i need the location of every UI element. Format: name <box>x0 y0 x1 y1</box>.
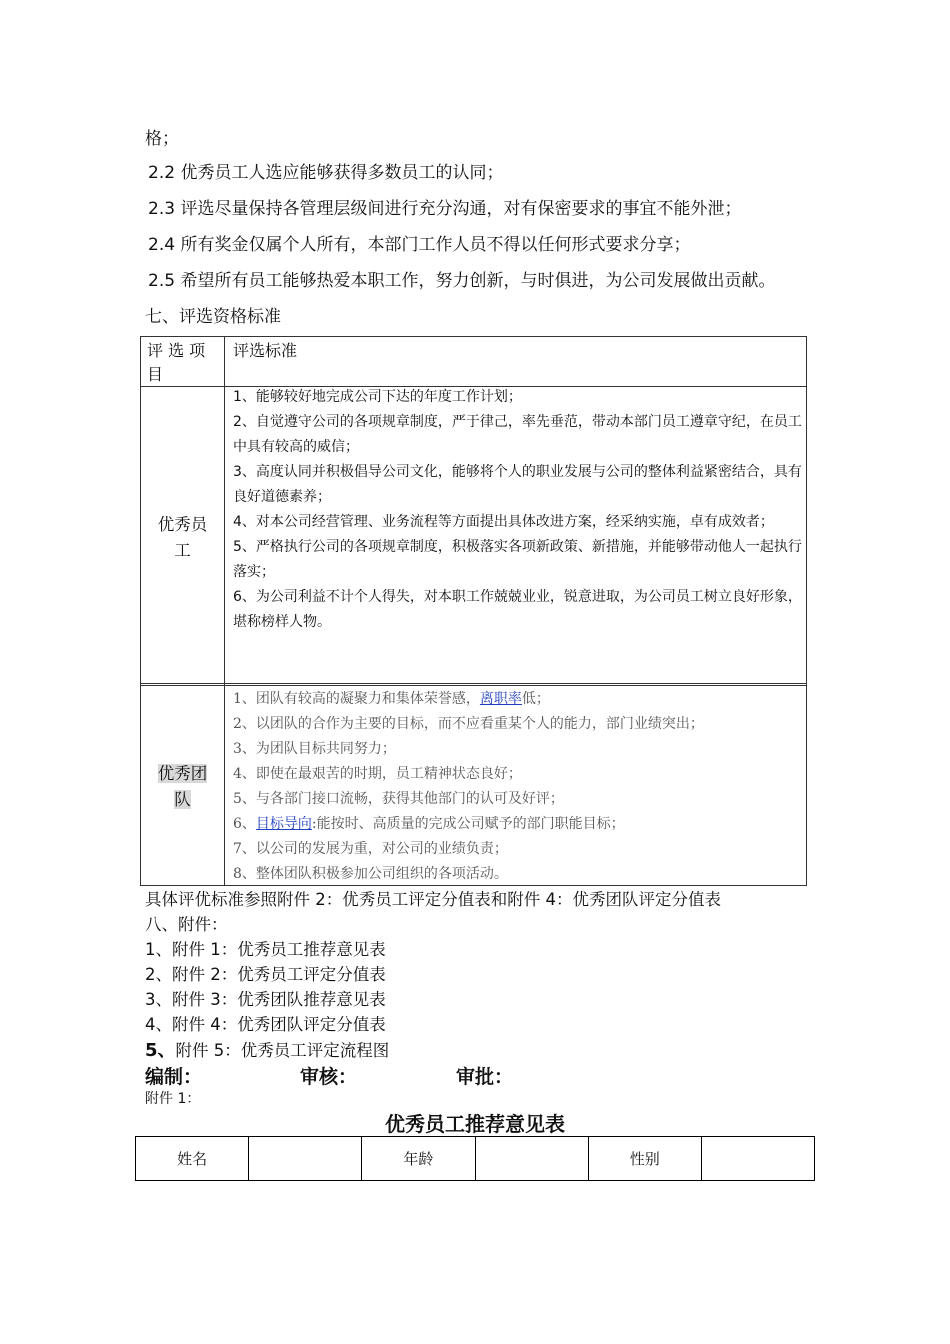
attachment-item: 5、附件 5：优秀员工评定流程图 <box>145 1040 390 1061</box>
employee-label-text: 优秀员工 <box>157 515 208 560</box>
intro-item: 2.3 评选尽量保持各管理层级间进行充分沟通，对有保密要求的事宜不能外泄； <box>148 199 742 219</box>
age-input-cell[interactable] <box>476 1137 589 1180</box>
section-8-title: 八、附件： <box>145 915 228 934</box>
list-item: 5、严格执行公司的各项规章制度，积极落实各项新政策、新措施，并能够带动他人一起执行落实； <box>233 539 802 580</box>
list-item: 2、自觉遵守公司的各项规章制度，严于律己，率先垂范，带动本部门员工遵章守纪，在员工中具有较高的威信； <box>233 414 802 455</box>
attachment-item: 4、附件 4：优秀团队评定分值表 <box>145 1015 386 1034</box>
table-column-divider <box>224 337 225 885</box>
attachment-item: 2、附件 2：优秀员工评定分值表 <box>145 965 386 984</box>
team-row-label <box>141 761 224 813</box>
list-item: 6、目标导向:能按时、高质量的完成公司赋予的部门职能目标； <box>233 816 625 832</box>
list-item: 6、为公司利益不计个人得失，对本职工作兢兢业业，锐意进取，为公司员工树立良好形象，堪称榜样人物。 <box>233 589 802 630</box>
team-label-text: 优秀团队 <box>157 764 208 809</box>
team-criteria-list <box>233 687 803 887</box>
reference-note: 具体评优标准参照附件 2：优秀员工评定分值表和附件 4：优秀团队评定分值表 <box>145 890 721 909</box>
employee-criteria-list <box>233 385 803 635</box>
name-input-cell[interactable] <box>249 1137 362 1180</box>
name-label-cell: 姓名 <box>136 1137 249 1180</box>
list-item: 1、团队有较高的凝聚力和集体荣誉感，离职率低； <box>233 691 550 707</box>
list-item: 3、高度认同并积极倡导公司文化，能够将个人的职业发展与公司的整体利益紧密结合，具有良好道德素养； <box>233 464 802 505</box>
header-item: 评 选 项 目 <box>147 341 206 384</box>
intro-item: 2.4 所有奖金仅属个人所有，本部门工作人员不得以任何形式要求分享； <box>148 235 691 255</box>
goal-orientation-link[interactable]: 目标导向 <box>255 816 312 832</box>
list-item: 2、以团队的合作为主要的目标，而不应看重某个人的能力，部门业绩突出； <box>233 716 704 732</box>
header-standard: 评选标准 <box>233 341 298 360</box>
list-item: 8、整体团队积极参加公司组织的各项活动。 <box>233 866 508 882</box>
recommendation-form-table <box>135 1136 815 1181</box>
list-item: 7、以公司的发展为重，对公司的业绩负责； <box>233 841 508 857</box>
criteria-table <box>140 336 807 886</box>
reviewed-by-label: 审核： <box>300 1066 358 1088</box>
table-row-divider <box>141 683 806 686</box>
list-item: 3、为团队目标共同努力； <box>233 741 396 757</box>
turnover-rate-link[interactable]: 离职率 <box>479 691 522 707</box>
compiled-by-label: 编制： <box>145 1066 203 1088</box>
list-item: 4、即使在最艰苦的时期，员工精神状态良好； <box>233 766 522 782</box>
annex-title: 优秀员工推荐意见表 <box>385 1112 565 1136</box>
list-item: 5、与各部门接口流畅，获得其他部门的认可及好评； <box>233 791 564 807</box>
approved-by-label: 审批： <box>456 1066 514 1088</box>
attachment-item: 3、附件 3：优秀团队推荐意见表 <box>145 990 386 1009</box>
list-item: 1、能够较好地完成公司下达的年度工作计划； <box>233 389 522 405</box>
intro-item: 2.5 希望所有员工能够热爱本职工作，努力创新，与时俱进，为公司发展做出贡献。 <box>148 271 776 291</box>
intro-item: 2.2 优秀员工人选应能够获得多数员工的认同； <box>148 163 504 183</box>
employee-row-label <box>141 512 224 564</box>
gender-label-cell: 性别 <box>589 1137 702 1180</box>
age-label-cell: 年龄 <box>362 1137 475 1180</box>
list-item: 4、对本公司经营管理、业务流程等方面提出具体改进方案，经采纳实施，卓有成效者； <box>233 514 774 530</box>
section-7-title: 七、评选资格标准 <box>145 307 281 327</box>
intro-line-fragment: 格； <box>145 129 179 149</box>
attachment-item: 1、附件 1：优秀员工推荐意见表 <box>145 940 386 959</box>
annex-label: 附件 1： <box>145 1091 201 1107</box>
gender-input-cell[interactable] <box>702 1137 814 1180</box>
